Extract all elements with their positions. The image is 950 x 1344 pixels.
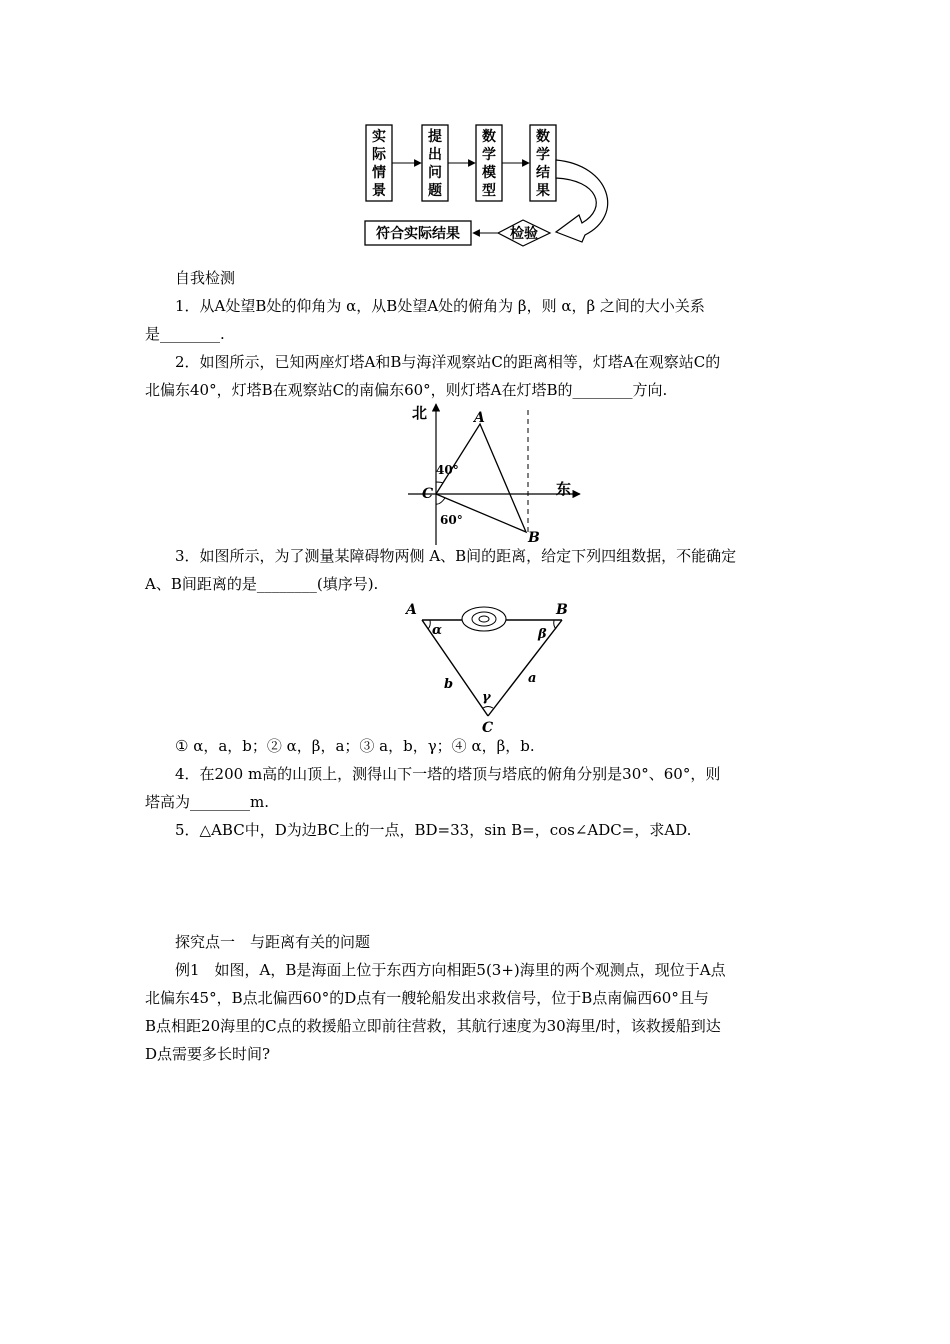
question-2-line-2: 北偏东40°，灯塔B在观察站C的南偏东60°，则灯塔A在灯塔B的________方向. [145, 381, 668, 399]
result-label: 符合实际结果 [376, 226, 460, 242]
obstacle-outer [462, 607, 506, 631]
side-bc [488, 620, 562, 716]
question-4-line-2: 塔高为________m. [145, 793, 269, 811]
question-1-line-2: 是________. [145, 325, 225, 343]
side-b-label: b [444, 677, 454, 692]
alpha-label: α [432, 623, 443, 638]
flow-box-1-char: 情 [372, 165, 386, 181]
angle-gamma-arc [483, 707, 493, 709]
example-1-line-3: B点相距20海里的C点的救援船立即前往营救，其航行速度为30海里/时，该救援船到达 [145, 1017, 721, 1035]
example-1-line-4: D点需要多长时间? [145, 1045, 271, 1063]
beta-label: β [538, 627, 547, 642]
gamma-label: γ [482, 690, 491, 705]
point-c-label: C [422, 486, 434, 502]
flow-box-2-char: 出 [428, 147, 442, 163]
point-a-label: A [406, 602, 417, 618]
angle-60-label: 60° [440, 513, 463, 527]
question-3-line-1: 3．如图所示，为了测量某障碍物两侧 A、B间的距离，给定下列四组数据，不能确定 [175, 547, 737, 565]
point-b-label: B [556, 602, 568, 618]
flow-box-4-char: 果 [536, 183, 550, 199]
angle-60-arc [436, 498, 445, 504]
question-4-line-1: 4．在200 m高的山顶上，测得山下一塔的塔顶与塔底的俯角分别是30°、60°，则 [175, 765, 721, 783]
point-b-label: B [528, 530, 540, 546]
modeling-flowchart [360, 120, 620, 270]
question-5: 5．△ABC中，D为边BC上的一点，BD=33，sin B=，cos∠ADC=，求AD. [175, 821, 692, 839]
example-1-line-1: 例1 如图，A，B是海面上位于东西方向相距5(3+)海里的两个观测点，现位于A点 [175, 961, 726, 979]
obstacle-figure [404, 598, 580, 736]
flow-box-3-char: 数 [482, 129, 496, 145]
section-explore: 探究点一 与距离有关的问题 [175, 933, 371, 951]
flow-box-3-char: 学 [482, 147, 496, 163]
flow-box-4-char: 学 [536, 147, 550, 163]
angle-40-arc [436, 482, 443, 483]
flow-box-3-char: 模 [482, 165, 496, 181]
point-a-label: A [474, 410, 485, 426]
north-label: 北 [412, 404, 428, 422]
flow-box-2-char: 题 [428, 183, 442, 199]
flow-box-1-char: 际 [372, 147, 386, 163]
flow-box-2-char: 问 [428, 165, 442, 181]
flow-box-1-char: 实 [372, 129, 386, 145]
side-a-label: a [528, 671, 537, 686]
flow-box-4-char: 结 [536, 165, 550, 181]
example-1-line-2: 北偏东45°，B点北偏西60°的D点有一艘轮船发出求救信号，位于B点南偏西60°且与 [145, 989, 709, 1007]
question-2-line-1: 2．如图所示，已知两座灯塔A和B与海洋观察站C的距离相等，灯塔A在观察站C的 [175, 353, 721, 371]
point-c-label: C [482, 720, 494, 736]
flow-box-4-char: 数 [536, 129, 550, 145]
angle-alpha-arc [428, 620, 430, 629]
check-label: 检验 [510, 226, 538, 242]
angle-40-label: 40° [436, 463, 459, 477]
flow-box-1-char: 景 [372, 183, 386, 199]
question-3-line-2: A、B间距离的是________(填序号). [145, 575, 379, 593]
question-1-line-1: 1．从A处望B处的仰角为 α，从B处望A处的俯角为 β，则 α，β 之间的大小关系 [175, 297, 705, 315]
lighthouse-figure [400, 402, 590, 552]
flow-box-2-char: 提 [428, 129, 442, 145]
section-self-test: 自我检测 [175, 269, 236, 287]
question-3-options: ① α，a，b；② α，β，a；③ a，b，γ；④ α，β，b. [175, 737, 535, 755]
flow-box-3-char: 型 [482, 183, 496, 199]
east-label: 东 [556, 480, 572, 498]
curved-return-arrow [556, 160, 608, 242]
